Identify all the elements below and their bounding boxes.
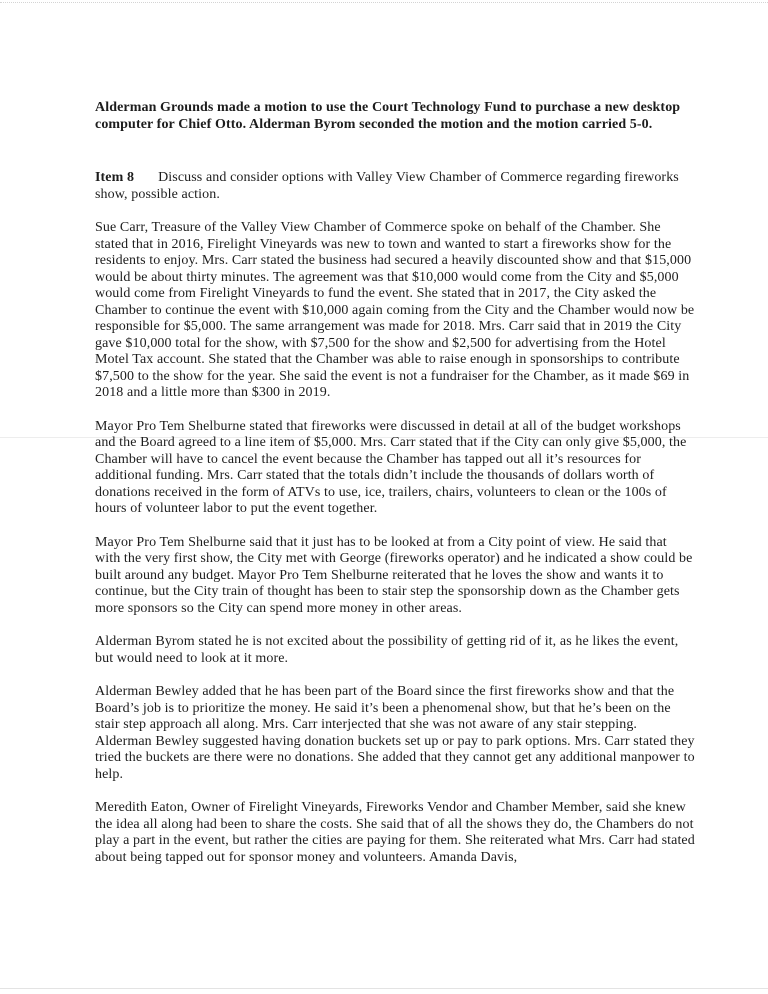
paragraph-5: Mayor Pro Tem Shelburne said that it just has to be looked at from a City point of view. He said that with the very first show, the City met with George (fireworks operator) and he indicated a show could be built around any budget. Mayor Pro Tem Shelburne reiterated that he loves the show and wants it to continue, but the City train of thought has been to stair step the sponsorship down as the Chamber gets more sponsors so the City can spend more money in other areas.: [95, 534, 693, 616]
paragraph-1: Alderman Grounds made a motion to use the Court Technology Fund to purchase a new desktop computer for Chief Otto. Alderman Byrom seconded the motion and the motion carried 5-0.: [95, 100, 681, 132]
paragraph-7: Alderman Bewley added that he has been part of the Board since the first fireworks show and that the Board’s job is to prioritize the money. He said it’s been a phenomenal show, but that he’s been on the stair step approach all along. Mrs. Carr interjected that she was not aware of any stair stepping. Alderman Bewley suggested having donation buckets set up or pay to park options. Mrs. Carr stated they tried the buckets are there were no donations. She added that they cannot get any additional manpower to help.: [95, 684, 695, 782]
paragraph-6: Alderman Byrom stated he is not excited about the possibility of getting rid of it, as he likes the event, but would need to look at it more.: [95, 634, 679, 666]
scan-artifact-top: [0, 2, 768, 3]
paragraph-8: Meredith Eaton, Owner of Firelight Vineyards, Fireworks Vendor and Chamber Member, said she knew the idea all along had been to share the costs. She said that of all the shows they do, the Chambers do not play a part in the event, but rather the cities are paying for them. She reiterated what Mrs. Carr had stated about being tapped out for sponsor money and volunteers. Amanda Davis,: [95, 800, 695, 865]
document-body: [95, 100, 695, 883]
paragraph-3: Sue Carr, Treasure of the Valley View Chamber of Commerce spoke on behalf of the Chamber. She stated that in 2016, Firelight Vineyards was new to town and wanted to start a fireworks show for the residents to enjoy. Mrs. Carr stated the business had secured a heavily discounted show and that $15,000 would be about thirty minutes. The agreement was that $10,000 would come from the City and $5,000 would come from Firelight Vineyards to fund the event. She stated that in 2017, the City asked the Chamber to continue the event with $10,000 again coming from the City and the Chamber would now be responsible for $5,000. The same arrangement was made for 2018. Mrs. Carr said that in 2019 the City gave $10,000 total for the show, with $7,500 for the show and $2,500 for advertising from the Hotel Motel Tax account. She stated that the Chamber was able to raise enough in sponsorships to contribute $7,500 to the show for the year. She said the event is not a fundraiser for the Chamber, as it made $69 in 2018 and a little more than $300 in 2019.: [95, 220, 695, 400]
scan-artifact-bottom: [0, 988, 768, 989]
item-number-label: Item 8: [95, 170, 135, 185]
paragraph-2: [95, 170, 695, 203]
item-description: Discuss and consider options with Valley View Chamber of Commerce regarding fireworks show, possible action.: [95, 170, 679, 202]
paragraph-4: Mayor Pro Tem Shelburne stated that fireworks were discussed in detail at all of the budget workshops and the Board agreed to a line item of $5,000. Mrs. Carr stated that if the City can only give $5,000, the Chamber will have to cancel the event because the Chamber has tapped out all it’s resources for additional funding. Mrs. Carr stated that the totals didn’t include the thousands of dollars worth of donations received in the form of ATVs to use, ice, trailers, chairs, volunteers to clean or the 100s of hours of volunteer labor to put the event together.: [95, 418, 687, 516]
